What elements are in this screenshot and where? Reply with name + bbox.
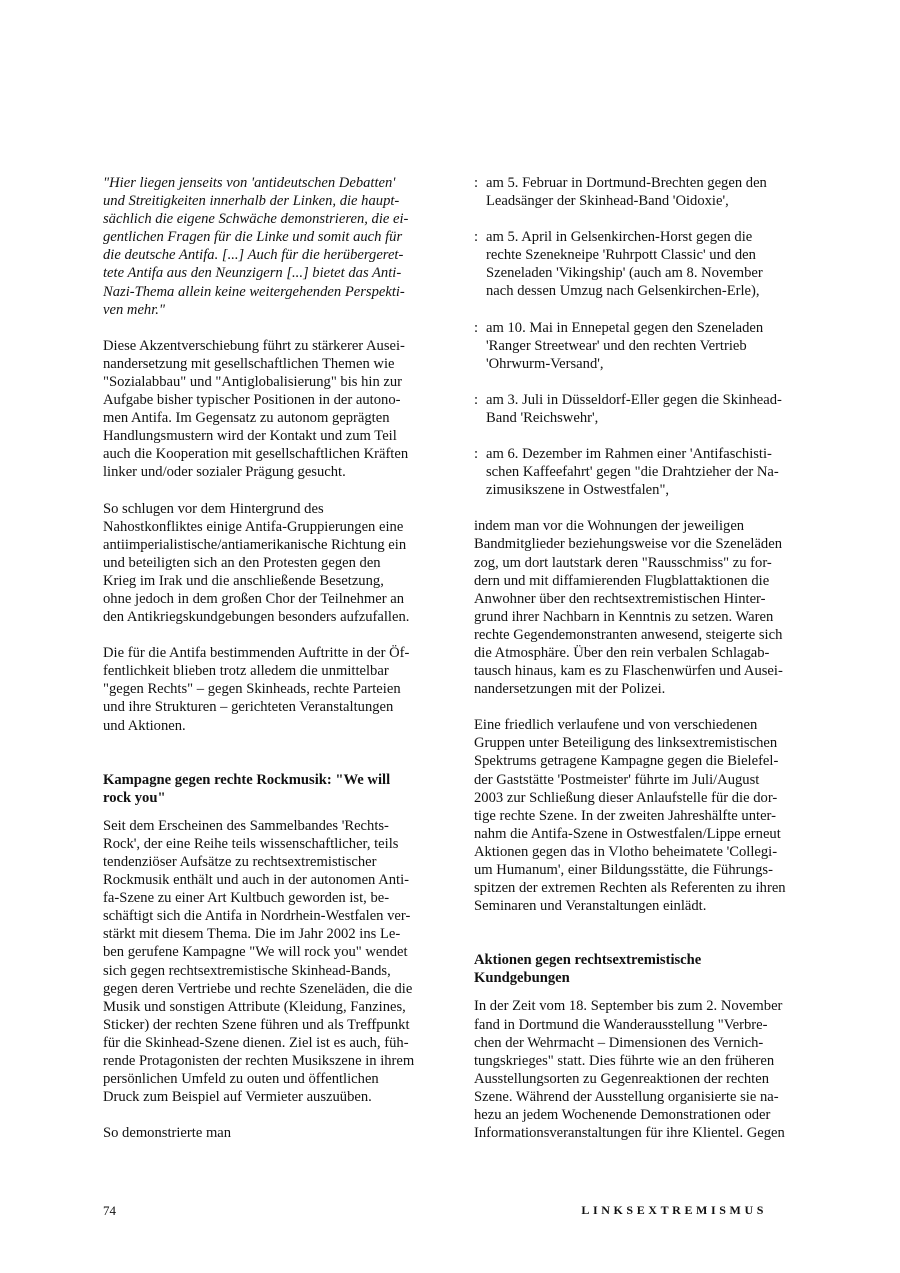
paragraph: Diese Akzentverschiebung führt zu stärkerer Ausei- nandersetzung mit gesellschaftlichen Themen wie "Sozialabbau" und "Antiglobalisierung" bis hin zur Aufgabe bisher typischer Positionen in der autono- men Antifa. Im Gegensatz zu autonom geprägten Handlungsmustern wird der Kontakt und zum Teil auch die Kooperation mit gesellschaftlichen Kräften linker und/oder sozialer Prägung gesucht. [103, 337, 409, 481]
section-heading: Kampagne gegen rechte Rockmusik: "We will rock you" [103, 771, 391, 806]
paragraph: indem man vor die Wohnungen der jeweiligen Bandmitglieder beziehungsweise vor die Szeneläden zog, um dort lautstark deren "Rausschmiss" zu for- dern und mit diffamierenden Flugblattaktionen die Anwohner über den rechtsextremistischen Hinter- grund ihrer Nachbarn in Kenntnis zu setzen. Waren rechte Gegendemonstranten anwesend, steigerte sich die Atmosphäre. Über den rein verbalen Schlagab- tausch hinaus, kam es zu Flaschenwürfen und Ausei- nandersetzungen mit der Polizei. [474, 518, 783, 698]
block-quote: "Hier liegen jenseits von 'antideutschen Debatten' und Streitigkeiten innerhalb der Linken, die haupt- sächlich die eigene Schwäche demonstrieren, die ei- gentlichen Fragen für die Linke und somit auch für die deutsche Antifa. [...] Auch für die herübergeret- tete Antifa aus den Neunzigern [...] bietet das Anti- Nazi-Thema allein keine weitergehenden Perspekti- ven mehr." [103, 175, 409, 318]
paragraph: So schlugen vor dem Hintergrund des Nahostkonfliktes einige Antifa-Gruppierungen eine antiimperialistische/antiamerikanische Richtung ein und beteiligten sich an den Protesten gegen den Krieg im Irak und die anschließende Besetzung, ohne jedoch in dem großen Chor der Teilnehmer an den Antikriegskundgebungen besonders aufzufallen. [103, 500, 410, 626]
list-item: : am 3. Juli in Düsseldorf-Eller gegen die Skinhead- Band 'Reichswehr', [474, 391, 800, 427]
paragraph: Seit dem Erscheinen des Sammelbandes 'Rechts- Rock', der eine Reihe teils wissenschaftlicher, teils tendenziöser Aufsätze zu rechtsextremistischer Rockmusik enthält und auch in der autonomen Anti- fa-Szene zu einer Art Kultbuch geworden ist, be- schäftigt sich die Antifa in Nordrhein-Westfalen ver- stärkt mit diesem Thema. Die im Jahr 2002 ins Le- ben gerufene Kampagne "We will rock you" wendet sich gegen rechtsextremistische Skinhead-Bands, gegen deren Vertriebe und rechte Szeneläden, die die Musik und sonstigen Attribute (Kleidung, Fanzines, Sticker) der rechten Szene führen und als Treffpunkt für die Skinhead-Szene dienen. Ziel ist es auch, füh- rende Protagonisten der rechten Musikszene in ihrem persönlichen Umfeld zu outen und öffentlichen Druck zum Beispiel auf Vermieter auszuüben. [103, 817, 415, 1106]
list-item: : am 5. Februar in Dortmund-Brechten gegen den Leadsänger der Skinhead-Band 'Oidoxie', [474, 174, 800, 210]
list-item: : am 6. Dezember im Rahmen einer 'Antifaschisti- schen Kaffeefahrt' gegen "die Drahtzieher der Na- zimusikszene in Ostwestfalen", [474, 445, 800, 499]
paragraph: So demonstrierte man [103, 1125, 232, 1142]
page-number: 74 [103, 1203, 116, 1218]
paragraph: Eine friedlich verlaufene und von verschiedenen Gruppen unter Beteiligung des linksextremistischen Spektrums getragene Kampagne gegen die Bielefel- der Gaststätte 'Postmeister' führte im Juli/August 2003 zur Schließung dieser Anlaufstelle für die dor- tige rechte Szene. In der zweiten Jahreshälfte unter- nahm die Antifa-Szene in Ostwestfalen/Lippe erneut Aktionen gegen das in Vlotho beheimatete 'Collegi- um Humanum', einer Bildungsstätte, die Führungs- spitzen der extremen Rechten als Referenten zu ihren Seminaren und Veranstaltungen einlädt. [474, 717, 786, 915]
list-item: : am 10. Mai in Ennepetal gegen den Szeneladen 'Ranger Streetwear' und den rechten Vertrieb 'Ohrwurm-Versand', [474, 319, 800, 373]
left-column [103, 174, 429, 1160]
event-list [474, 174, 800, 499]
list-item: : am 5. April in Gelsenkirchen-Horst gegen die rechte Szenekneipe 'Ruhrpott Classic' und den Szeneladen 'Vikingship' (auch am 8. November nach dessen Umzug nach Gelsenkirchen-Erle), [474, 228, 800, 300]
paragraph: Die für die Antifa bestimmenden Auftritte in der Öf- fentlichkeit blieben trotz alledem die unmittelbar "gegen Rechts" – gegen Skinheads, rechte Parteien und ihre Strukturen – gerichteten Veranstaltungen und Aktionen. [103, 645, 410, 734]
section-title: LINKSEXTREMISMUS [581, 1203, 767, 1217]
right-column [474, 174, 800, 1160]
paragraph: In der Zeit vom 18. September bis zum 2. November fand in Dortmund die Wanderausstellung "Verbre- chen der Wehrmacht – Dimensionen des Vernich- tungskrieges" statt. Dies führte wie an den früheren Ausstellungsorten zu Gegenreaktionen der rechten Szene. Während der Ausstellung organisierte sie na- hezu an jedem Wochenende Demonstrationen oder Informationsveranstaltungen für ihre Klientel. Gegen [474, 998, 785, 1142]
section-heading: Aktionen gegen rechtsextremistische Kundgebungen [474, 952, 702, 987]
